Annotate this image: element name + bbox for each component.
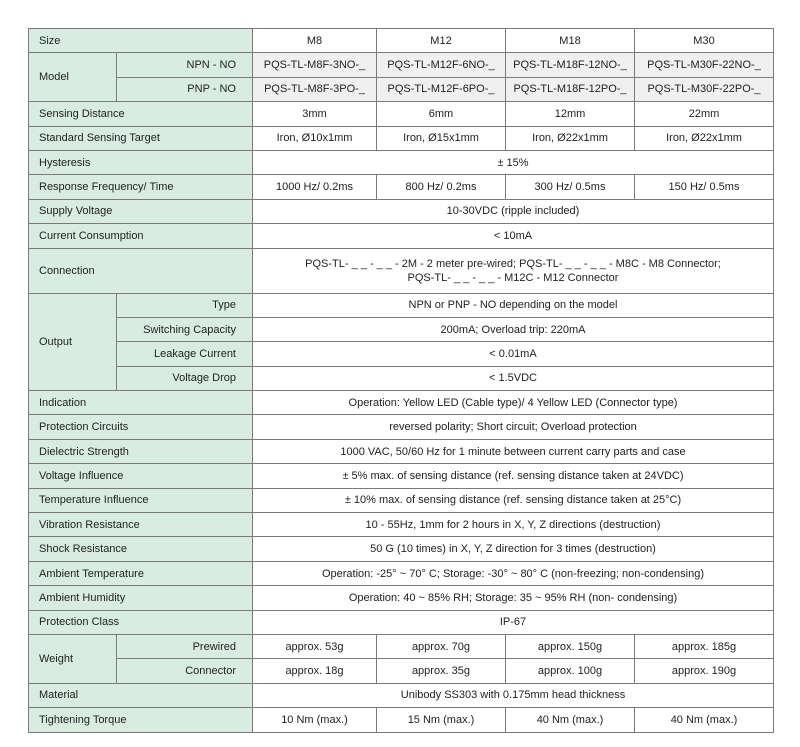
row-protection-class (29, 610, 774, 634)
model-npn-m18: PQS-TL-M18F-12NO-_ (506, 53, 635, 77)
npn-no-label: NPN - NO (117, 53, 253, 77)
row-voltage-drop (29, 366, 774, 390)
row-ambient-humidity (29, 586, 774, 610)
row-switching-capacity (29, 317, 774, 341)
row-model-pnp (29, 77, 774, 101)
material-label: Material (29, 683, 253, 707)
ambient-humidity-label: Ambient Humidity (29, 586, 253, 610)
connector-label: Connector (117, 659, 253, 683)
size-m12: M12 (377, 29, 506, 53)
vibration-resistance-label: Vibration Resistance (29, 513, 253, 537)
response-frequency-m8: 1000 Hz/ 0.2ms (253, 175, 377, 199)
model-npn-m12: PQS-TL-M12F-6NO-_ (377, 53, 506, 77)
weight-prewired-m30: approx. 185g (635, 634, 774, 658)
supply-voltage-label: Supply Voltage (29, 199, 253, 223)
size-label: Size (29, 29, 253, 53)
standard-target-m18: Iron, Ø22x1mm (506, 126, 635, 150)
row-weight-prewired (29, 634, 774, 658)
model-pnp-m12: PQS-TL-M12F-6PO-_ (377, 77, 506, 101)
weight-connector-m12: approx. 35g (377, 659, 506, 683)
dielectric-strength-label: Dielectric Strength (29, 439, 253, 463)
standard-target-label: Standard Sensing Target (29, 126, 253, 150)
vibration-resistance-value: 10 - 55Hz, 1mm for 2 hours in X, Y, Z directions (destruction) (253, 513, 774, 537)
row-supply-voltage (29, 199, 774, 223)
switching-capacity-value: 200mA; Overload trip: 220mA (253, 317, 774, 341)
row-material (29, 683, 774, 707)
voltage-influence-value: ± 5% max. of sensing distance (ref. sensing distance taken at 24VDC) (253, 464, 774, 488)
model-label: Model (29, 53, 117, 102)
hysteresis-label: Hysteresis (29, 150, 253, 174)
size-m8: M8 (253, 29, 377, 53)
row-indication (29, 391, 774, 415)
response-frequency-m18: 300 Hz/ 0.5ms (506, 175, 635, 199)
model-npn-m30: PQS-TL-M30F-22NO-_ (635, 53, 774, 77)
weight-connector-m30: approx. 190g (635, 659, 774, 683)
sensing-distance-m8: 3mm (253, 102, 377, 126)
row-hysteresis (29, 150, 774, 174)
current-consumption-label: Current Consumption (29, 224, 253, 248)
weight-connector-m8: approx. 18g (253, 659, 377, 683)
sensing-distance-m30: 22mm (635, 102, 774, 126)
material-value: Unibody SS303 with 0.175mm head thickness (253, 683, 774, 707)
connection-line-2: PQS-TL- _ _ - _ _ - M12C - M12 Connector (407, 271, 619, 284)
tightening-torque-m18: 40 Nm (max.) (506, 708, 635, 732)
response-frequency-m30: 150 Hz/ 0.5ms (635, 175, 774, 199)
shock-resistance-label: Shock Resistance (29, 537, 253, 561)
voltage-influence-label: Voltage Influence (29, 464, 253, 488)
row-temperature-influence (29, 488, 774, 512)
temperature-influence-label: Temperature Influence (29, 488, 253, 512)
tightening-torque-m12: 15 Nm (max.) (377, 708, 506, 732)
row-output-type (29, 293, 774, 317)
tightening-torque-m30: 40 Nm (max.) (635, 708, 774, 732)
row-protection-circuits (29, 415, 774, 439)
protection-class-value: IP-67 (253, 610, 774, 634)
model-pnp-m18: PQS-TL-M18F-12PO-_ (506, 77, 635, 101)
ambient-humidity-value: Operation: 40 ~ 85% RH; Storage: 35 ~ 95% RH (non- condensing) (253, 586, 774, 610)
sensing-distance-m18: 12mm (506, 102, 635, 126)
response-frequency-label: Response Frequency/ Time (29, 175, 253, 199)
leakage-current-value: < 0.01mA (253, 342, 774, 366)
ambient-temperature-label: Ambient Temperature (29, 561, 253, 585)
leakage-current-label: Leakage Current (117, 342, 253, 366)
voltage-drop-label: Voltage Drop (117, 366, 253, 390)
protection-class-label: Protection Class (29, 610, 253, 634)
switching-capacity-label: Switching Capacity (117, 317, 253, 341)
connection-value (253, 248, 774, 293)
voltage-drop-value: < 1.5VDC (253, 366, 774, 390)
standard-target-m8: Iron, Ø10x1mm (253, 126, 377, 150)
row-voltage-influence (29, 464, 774, 488)
hysteresis-value: ± 15% (253, 150, 774, 174)
row-ambient-temperature (29, 561, 774, 585)
pnp-no-label: PNP - NO (117, 77, 253, 101)
row-shock-resistance (29, 537, 774, 561)
weight-label: Weight (29, 634, 117, 683)
model-npn-m8: PQS-TL-M8F-3NO-_ (253, 53, 377, 77)
output-type-value: NPN or PNP - NO depending on the model (253, 293, 774, 317)
model-pnp-m8: PQS-TL-M8F-3PO-_ (253, 77, 377, 101)
indication-label: Indication (29, 391, 253, 415)
tightening-torque-m8: 10 Nm (max.) (253, 708, 377, 732)
output-type-label: Type (117, 293, 253, 317)
standard-target-m12: Iron, Ø15x1mm (377, 126, 506, 150)
row-connection (29, 248, 774, 293)
specification-table (28, 28, 774, 733)
row-current-consumption (29, 224, 774, 248)
row-model-npn (29, 53, 774, 77)
weight-connector-m18: approx. 100g (506, 659, 635, 683)
row-dielectric-strength (29, 439, 774, 463)
row-standard-target (29, 126, 774, 150)
row-response-frequency (29, 175, 774, 199)
connection-label: Connection (29, 248, 253, 293)
size-m30: M30 (635, 29, 774, 53)
protection-circuits-label: Protection Circuits (29, 415, 253, 439)
row-leakage-current (29, 342, 774, 366)
prewired-label: Prewired (117, 634, 253, 658)
current-consumption-value: < 10mA (253, 224, 774, 248)
protection-circuits-value: reversed polarity; Short circuit; Overload protection (253, 415, 774, 439)
row-tightening-torque (29, 708, 774, 732)
response-frequency-m12: 800 Hz/ 0.2ms (377, 175, 506, 199)
row-weight-connector (29, 659, 774, 683)
indication-value: Operation: Yellow LED (Cable type)/ 4 Yellow LED (Connector type) (253, 391, 774, 415)
dielectric-strength-value: 1000 VAC, 50/60 Hz for 1 minute between current carry parts and case (253, 439, 774, 463)
row-size (29, 29, 774, 53)
sensing-distance-m12: 6mm (377, 102, 506, 126)
output-label: Output (29, 293, 117, 391)
temperature-influence-value: ± 10% max. of sensing distance (ref. sensing distance taken at 25°C) (253, 488, 774, 512)
supply-voltage-value: 10-30VDC (ripple included) (253, 199, 774, 223)
connection-line-1: PQS-TL- _ _ - _ _ - 2M - 2 meter pre-wired; PQS-TL- _ _ - _ _ - M8C - M8 Connector; (305, 257, 721, 270)
shock-resistance-value: 50 G (10 times) in X, Y, Z direction for 3 times (destruction) (253, 537, 774, 561)
row-sensing-distance (29, 102, 774, 126)
weight-prewired-m12: approx. 70g (377, 634, 506, 658)
size-m18: M18 (506, 29, 635, 53)
standard-target-m30: Iron, Ø22x1mm (635, 126, 774, 150)
row-vibration-resistance (29, 513, 774, 537)
sensing-distance-label: Sensing Distance (29, 102, 253, 126)
weight-prewired-m18: approx. 150g (506, 634, 635, 658)
ambient-temperature-value: Operation: -25° ~ 70° C; Storage: -30° ~ 80° C (non-freezing; non-condensing) (253, 561, 774, 585)
model-pnp-m30: PQS-TL-M30F-22PO-_ (635, 77, 774, 101)
tightening-torque-label: Tightening Torque (29, 708, 253, 732)
weight-prewired-m8: approx. 53g (253, 634, 377, 658)
